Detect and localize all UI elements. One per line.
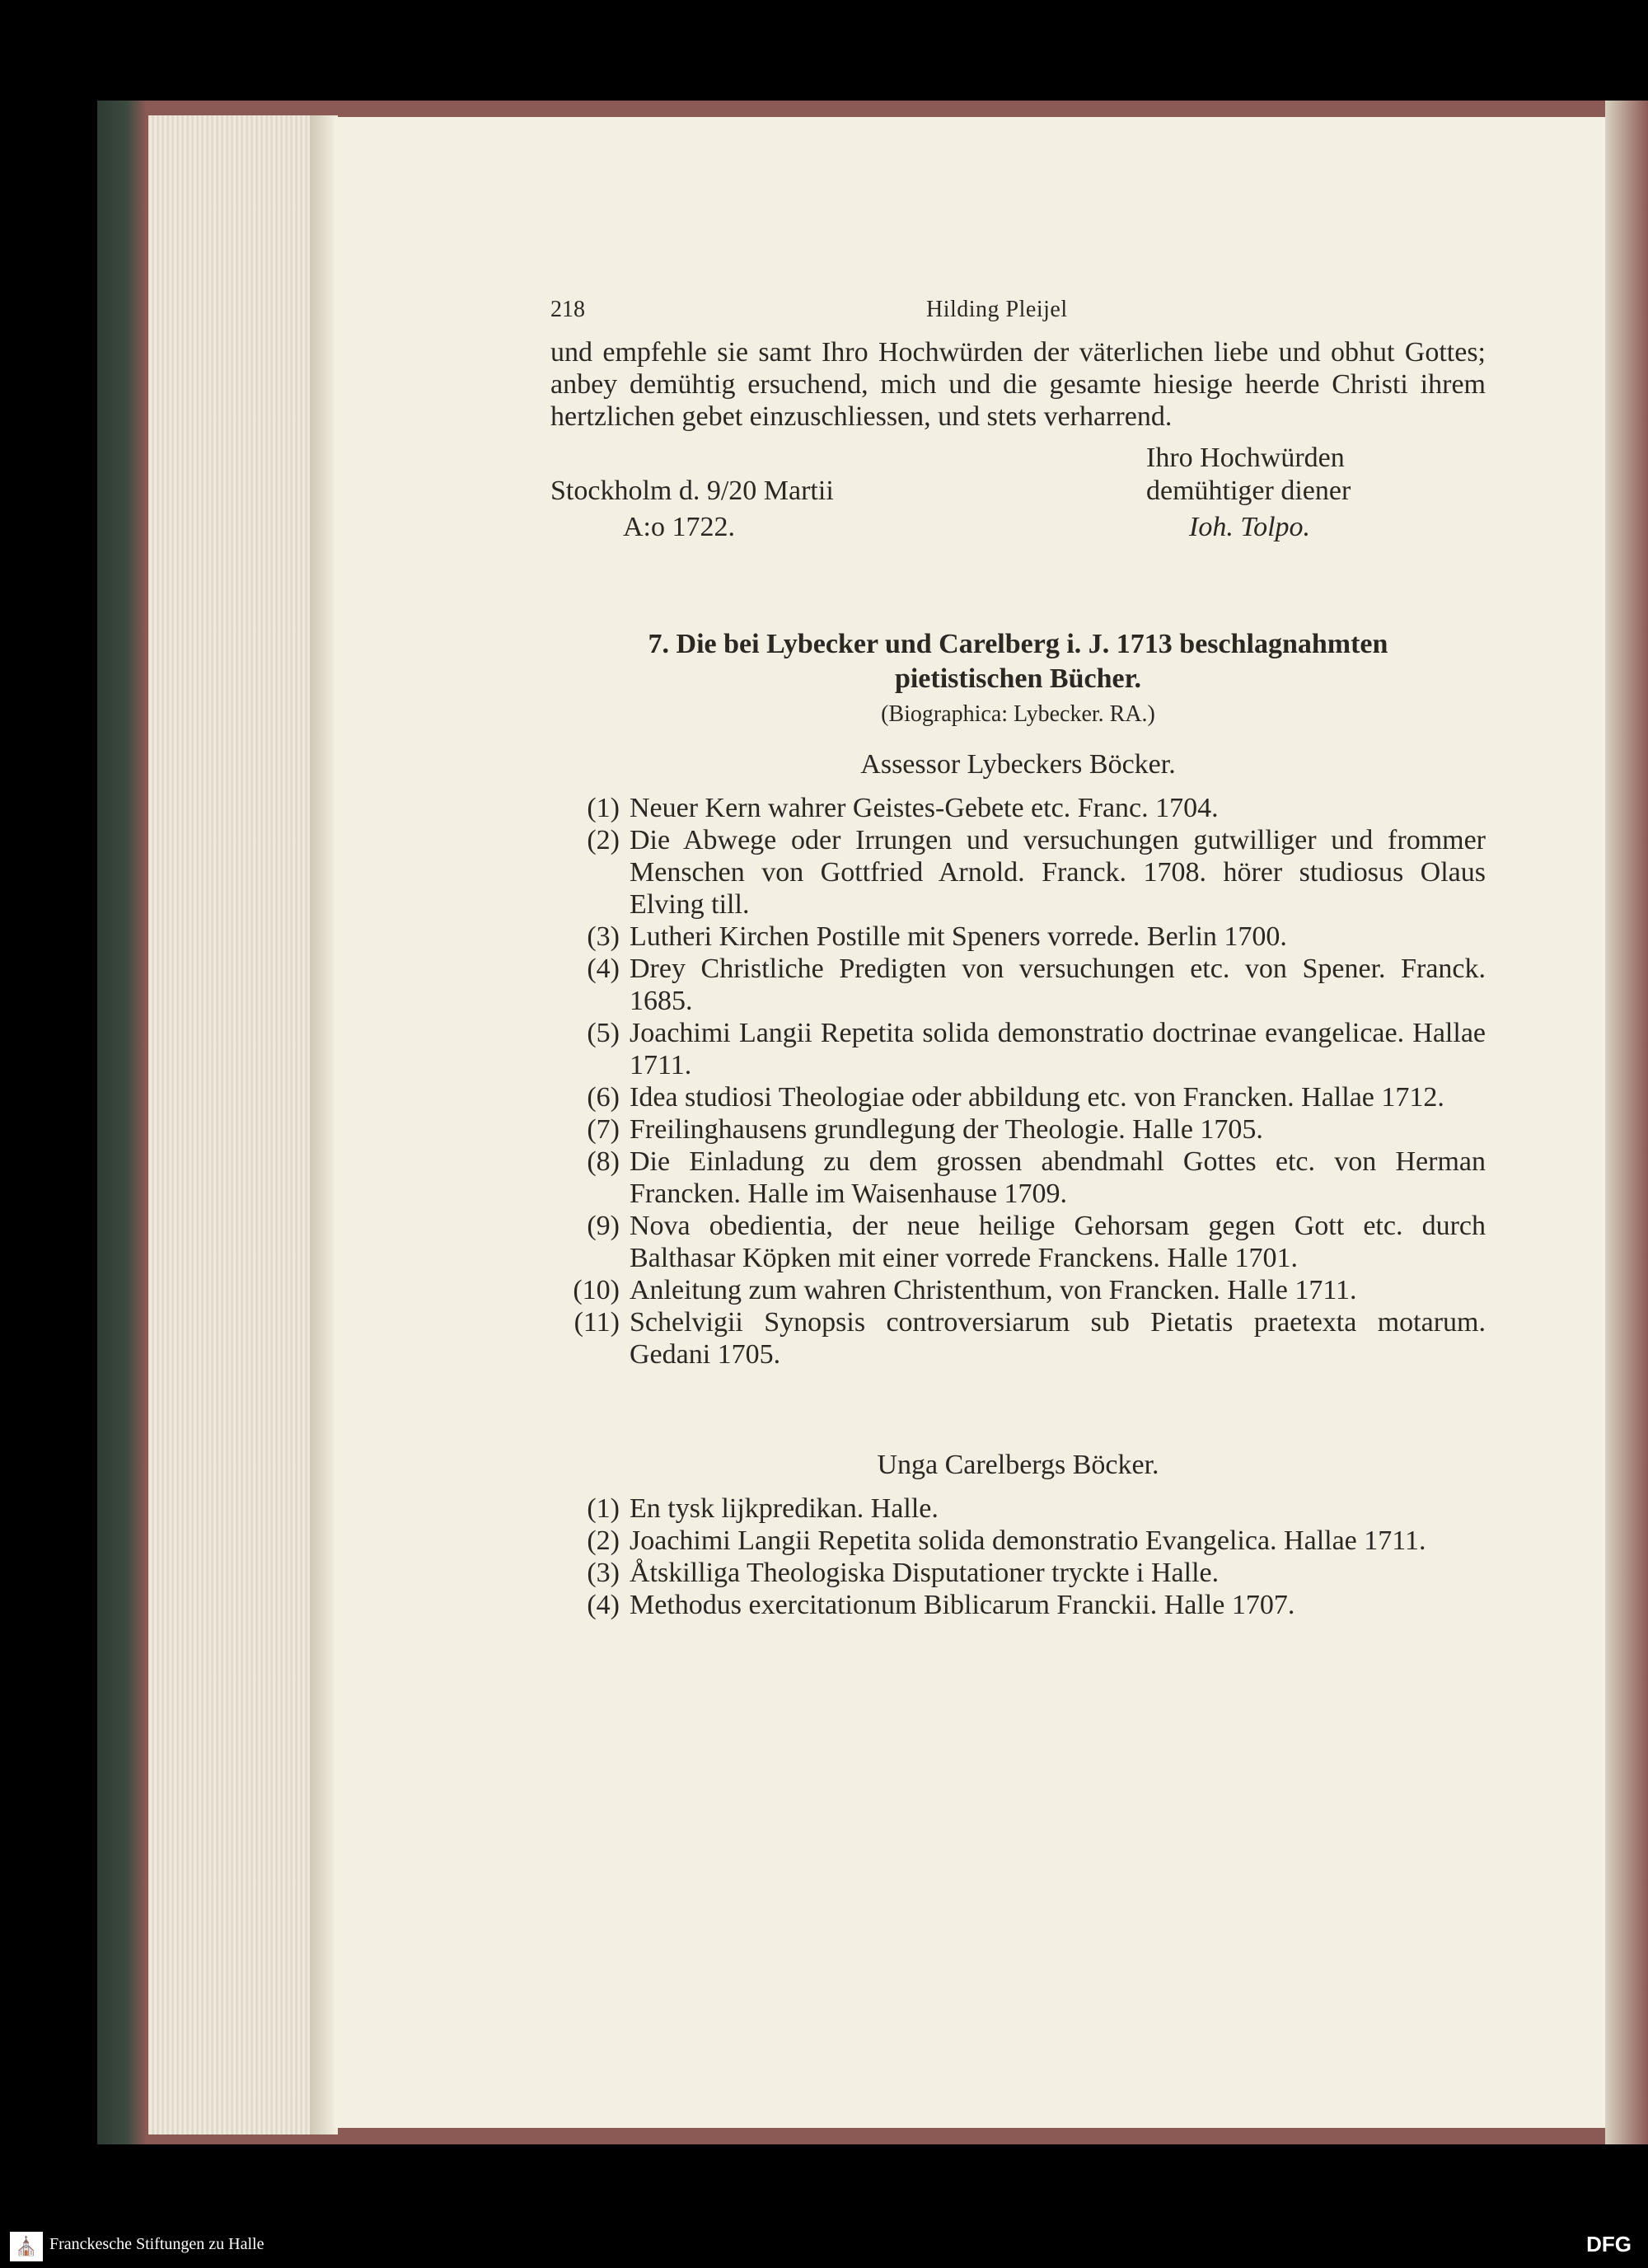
list-item xyxy=(550,1081,1486,1113)
list-item xyxy=(550,953,1486,1017)
list-item xyxy=(550,1113,1486,1146)
list-item-number: (9) xyxy=(587,1211,620,1241)
list-item-number: (5) xyxy=(587,1018,620,1048)
signature-servant: demühtiger diener xyxy=(1146,476,1351,506)
list-item-text: Joachimi Langii Repetita solida demonstratio doctrinae evangelicae. Hallae 1711. xyxy=(630,1018,1486,1080)
signature-place-date: Stockholm d. 9/20 Martii xyxy=(550,476,834,506)
list-spacer xyxy=(550,1371,1486,1428)
list-item xyxy=(550,921,1486,953)
list-item-number: (1) xyxy=(587,793,620,823)
section-title-line2: pietistischen Bücher. xyxy=(894,663,1142,694)
signature-block xyxy=(550,433,1486,556)
dfg-logo: DFG xyxy=(1586,2232,1632,2256)
list-item xyxy=(550,1525,1486,1557)
list-item-number: (2) xyxy=(587,825,620,855)
section-title-line1: 7. Die bei Lybecker und Carelberg i. J. 1713 beschlagnahmten xyxy=(648,629,1388,659)
running-header xyxy=(550,280,1486,330)
section-source: (Biographica: Lybecker. RA.) xyxy=(881,701,1155,727)
list-item-text: Neuer Kern wahrer Geistes-Gebete etc. Franc. 1704. xyxy=(630,793,1219,823)
book-spine-edge xyxy=(97,101,147,2144)
list-item-text: Drey Christliche Predigten von versuchungen etc. von Spener. Franck. 1685. xyxy=(630,954,1486,1016)
list-item-number: (4) xyxy=(587,954,620,984)
list-item-number: (3) xyxy=(587,921,620,952)
list-item-text: Åtskilliga Theologiska Disputationer tryckte i Halle. xyxy=(630,1558,1220,1588)
list-item-text: Lutheri Kirchen Postille mit Speners vorrede. Berlin 1700. xyxy=(630,921,1287,952)
list-item xyxy=(550,1589,1486,1621)
list-item-number: (3) xyxy=(587,1558,620,1588)
signature-name: Ioh. Tolpo. xyxy=(1189,512,1311,542)
cover-right-edge xyxy=(1605,101,1648,2144)
list-item-number: (4) xyxy=(587,1590,620,1620)
list-item-number: (7) xyxy=(587,1114,620,1145)
list-item-text: Nova obedientia, der neue heilige Gehorsam gegen Gott etc. durch Balthasar Köpken mit einer vorrede Franckens. Halle 1701. xyxy=(630,1211,1486,1273)
list1-heading: Assessor Lybeckers Böcker. xyxy=(860,749,1176,780)
running-author: Hilding Pleijel xyxy=(926,297,1068,322)
list-item xyxy=(550,1557,1486,1589)
list-item-text: Die Abwege oder Irrungen und versuchungen gutwilliger und frommer Menschen von Gottfried Arnold. Franck. 1708. hörer studiosus Olaus Elving till. xyxy=(630,825,1486,920)
list-item-number: (11) xyxy=(574,1307,620,1338)
list-item xyxy=(550,1274,1486,1306)
list-item-number: (8) xyxy=(587,1146,620,1177)
signature-year: A:o 1722. xyxy=(623,512,735,542)
list-item-text: Die Einladung zu dem grossen abendmahl Gottes etc. von Herman Francken. Halle im Waisenhause 1709. xyxy=(630,1146,1486,1209)
list2-heading: Unga Carelbergs Böcker. xyxy=(877,1450,1159,1480)
list1 xyxy=(550,792,1486,1371)
list-item-text: Joachimi Langii Repetita solida demonstratio Evangelica. Hallae 1711. xyxy=(630,1525,1426,1556)
list-item-text: Methodus exercitationum Biblicarum Franckii. Halle 1707. xyxy=(630,1590,1295,1620)
list-item-text: Anleitung zum wahren Christenthum, von Francken. Halle 1711. xyxy=(630,1275,1357,1305)
list-item-text: En tysk lijkpredikan. Halle. xyxy=(630,1493,939,1524)
institution-logo-icon: ⛪ xyxy=(10,2232,43,2261)
list-item xyxy=(550,792,1486,824)
page-content xyxy=(550,280,1486,1621)
list-item xyxy=(550,824,1486,921)
list2 xyxy=(550,1492,1486,1621)
list-item-number: (2) xyxy=(587,1525,620,1556)
list-item-text: Freilinghausens grundlegung der Theologie. Halle 1705. xyxy=(630,1114,1263,1145)
list-item xyxy=(550,1017,1486,1081)
list-item-number: (1) xyxy=(587,1493,620,1524)
list-item-text: Schelvigii Synopsis controversiarum sub Pietatis praetexta motarum. Gedani 1705. xyxy=(630,1307,1486,1370)
list-item-number: (10) xyxy=(573,1275,620,1305)
page-stack xyxy=(148,115,330,2134)
list-item xyxy=(550,1492,1486,1525)
footer-institution: Franckesche Stiftungen zu Halle xyxy=(49,2235,265,2253)
intro-paragraph: und empfehle sie samt Ihro Hochwürden der väterlichen liebe und obhut Gottes; anbey demühtig ersuchend, mich und die gesamte hiesige heerde Christi ihrem hertzlichen gebet einzuschliessen, und stets verharrend. xyxy=(550,337,1486,432)
page-number: 218 xyxy=(550,297,585,322)
list-item-text: Idea studiosi Theologiae oder abbildung etc. von Francken. Hallae 1712. xyxy=(630,1082,1444,1113)
list-item xyxy=(550,1146,1486,1210)
list-item-number: (6) xyxy=(587,1082,620,1113)
list-item xyxy=(550,1306,1486,1371)
signature-salutation: Ihro Hochwürden xyxy=(1146,443,1345,473)
section-title xyxy=(550,627,1486,696)
list-item xyxy=(550,1210,1486,1274)
